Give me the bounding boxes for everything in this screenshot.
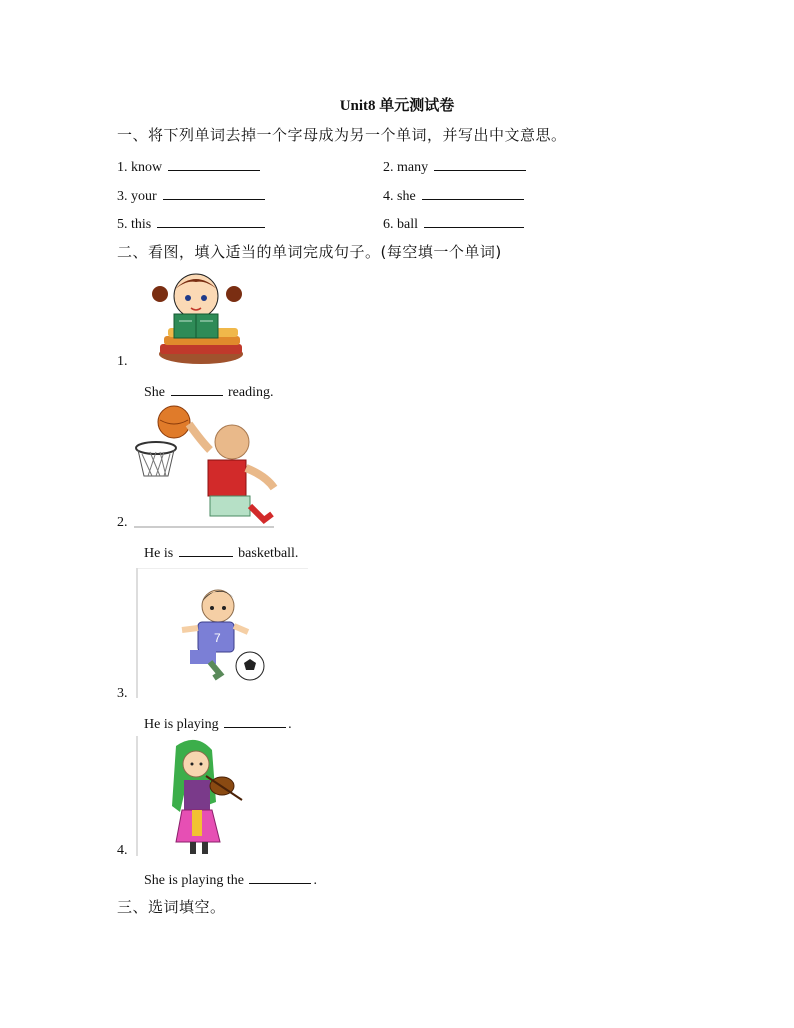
answer-blank[interactable] — [157, 213, 265, 228]
s1-item-6 — [383, 213, 524, 233]
s1-item-label: 6. ball — [383, 217, 418, 232]
s1-item-label: 4. she — [383, 189, 416, 204]
sentence-pre: She is playing the — [144, 873, 248, 888]
answer-blank[interactable] — [224, 713, 286, 728]
answer-blank[interactable] — [171, 381, 223, 396]
answer-blank[interactable] — [424, 213, 524, 228]
q1-number: 1. — [117, 354, 128, 369]
answer-blank[interactable] — [434, 156, 526, 171]
section3-heading: 三、选词填空。 — [117, 898, 226, 916]
boy-basketball-picture — [134, 402, 280, 528]
q2-sentence — [144, 542, 298, 562]
answer-blank[interactable] — [168, 156, 260, 171]
s1-item-label: 3. your — [117, 189, 157, 204]
girl-reading-picture — [146, 266, 246, 368]
answer-blank[interactable] — [179, 542, 233, 557]
section1-heading: 一、将下列单词去掉一个字母成为另一个单词，并写出中文意思。 — [117, 126, 567, 144]
q1-sentence — [144, 381, 273, 401]
sentence-post: reading. — [224, 385, 274, 400]
s1-item-label: 5. this — [117, 217, 152, 232]
s1-item-2 — [383, 156, 526, 176]
sentence-pre: He is — [144, 546, 177, 561]
s1-item-label: 1. know — [117, 160, 163, 175]
s1-item-5 — [117, 213, 265, 233]
sentence-post: basketball. — [234, 546, 299, 561]
answer-blank[interactable] — [163, 185, 265, 200]
sentence-post: . — [313, 873, 317, 888]
q2-number: 2. — [117, 515, 128, 530]
q3-number: 3. — [117, 686, 128, 701]
q3-sentence — [144, 713, 292, 733]
s1-item-1 — [117, 156, 260, 176]
q4-number: 4. — [117, 843, 128, 858]
sentence-pre: She — [144, 385, 169, 400]
answer-blank[interactable] — [249, 869, 311, 884]
s1-item-label: 2. many — [383, 160, 429, 175]
q4-sentence — [144, 869, 317, 889]
page-title: Unit8 单元测试卷 — [339, 98, 455, 114]
sentence-post: . — [288, 717, 292, 732]
answer-blank[interactable] — [422, 185, 524, 200]
svg-text:7: 7 — [214, 631, 221, 645]
boy-football-picture — [136, 568, 310, 698]
s1-item-4 — [383, 185, 524, 205]
s1-item-3 — [117, 185, 265, 205]
section2-heading: 二、看图，填入适当的单词完成句子。(每空填一个单词) — [117, 243, 502, 261]
sentence-pre: He is playing — [144, 717, 223, 732]
girl-violin-picture — [136, 736, 266, 858]
